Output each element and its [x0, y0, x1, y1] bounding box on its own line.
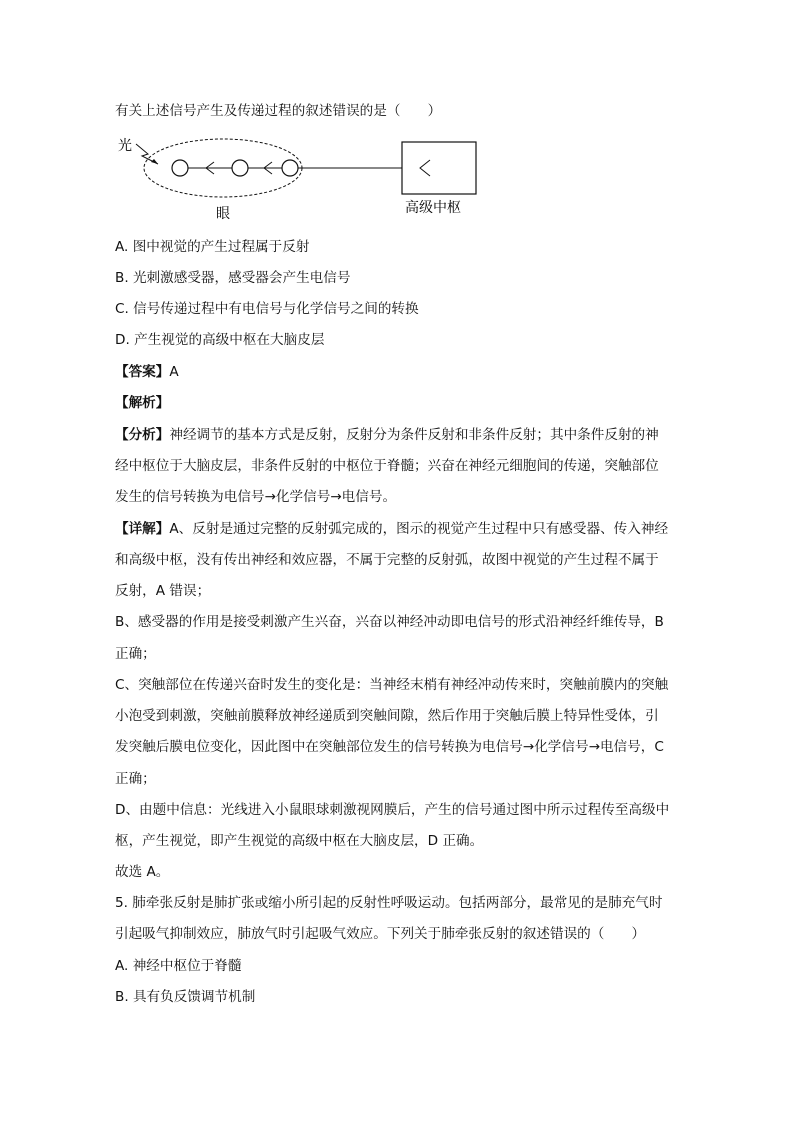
xiangjie-line-9: 正确； — [115, 771, 156, 787]
higher-center-box — [402, 142, 476, 194]
fenxi-line-3: 发生的信号转换为电信号→化学信号→电信号。 — [115, 489, 397, 505]
xiangjie-line-11: 枢，产生视觉，即产生视觉的高级中枢在大脑皮层，D 正确。 — [115, 833, 484, 849]
xiangjie-line-3: 反射，A 错误； — [115, 583, 211, 599]
xiangjie-line-10: D、由题中信息：光线进入小鼠眼球刺激视网膜后，产生的信号通过图中所示过程传至高级中 — [115, 802, 670, 818]
xiangjie-line-12: 故选 A。 — [115, 864, 170, 880]
xiangjie-line-2: 和高级中枢，没有传出神经和效应器，不属于完整的反射弧，故图中视觉的产生过程不属于 — [115, 552, 659, 568]
light-label: 光 — [118, 138, 132, 154]
answer-value: A — [169, 364, 179, 380]
xiangjie-line-1: 【详解】A、反射是通过完整的反射弧完成的，图示的视觉产生过程中只有感受器、传入神经 — [115, 521, 669, 537]
fenxi-tag: 【分析】 — [115, 427, 170, 443]
analysis-tag: 【解析】 — [115, 395, 170, 411]
xiangjie-line-4: B、感受器的作用是接受刺激产生兴奋，兴奋以神经冲动即电信号的形式沿神经纤维传导，B — [115, 614, 664, 630]
answer-tag: 【答案】 — [115, 364, 170, 380]
higher-center-label: 高级中枢 — [405, 200, 461, 216]
neuron-1 — [172, 160, 188, 176]
eye-label: 眼 — [216, 206, 230, 222]
q5-stem-line-1: 5. 肺牵张反射是肺扩张或缩小所引起的反射性呼吸运动。包括两部分，最常见的是肺充气时 — [115, 895, 663, 911]
option-a: A. 图中视觉的产生过程属于反射 — [115, 239, 310, 255]
xiangjie-line-5: 正确； — [115, 646, 156, 662]
neuron-3 — [282, 160, 298, 176]
neuron-2 — [232, 160, 248, 176]
option-c: C. 信号传递过程中有电信号与化学信号之间的转换 — [115, 301, 419, 317]
xiangjie-line-7: 小泡受到刺激，突触前膜释放神经递质到突触间隙，然后作用于突触后膜上特异性受体，引 — [115, 708, 659, 724]
xiangjie-line-8: 发突触后膜电位变化，因此图中在突触部位发生的信号转换为电信号→化学信号→电信号，C — [115, 739, 664, 755]
q5-option-b: B. 具有负反馈调节机制 — [115, 989, 256, 1005]
answer-line — [115, 362, 179, 382]
xiangjie-line-6: C、突触部位在传递兴奋时发生的变化是：当神经末梢有神经冲动传来时，突触前膜内的突触 — [115, 677, 669, 693]
xiangjie-tag: 【详解】 — [115, 521, 170, 537]
q5-stem-line-2: 引起吸气抑制效应，肺放气时引起吸气效应。下列关于肺牵张反射的叙述错误的（ ） — [115, 926, 646, 942]
q5-option-a: A. 神经中枢位于脊髓 — [115, 958, 242, 974]
option-d: D. 产生视觉的高级中枢在大脑皮层 — [115, 332, 325, 348]
option-b: B. 光刺激感受器，感受器会产生电信号 — [115, 270, 351, 286]
fenxi-line-1: 【分析】神经调节的基本方式是反射，反射分为条件反射和非条件反射；其中条件反射的神 — [115, 427, 659, 443]
vision-pathway-diagram — [112, 132, 482, 224]
fenxi-line-2: 经中枢位于大脑皮层，非条件反射的中枢位于脊髓；兴奋在神经元细胞间的传递，突触部位 — [115, 458, 659, 474]
question-stem: 有关上述信号产生及传递过程的叙述错误的是（ ） — [115, 103, 442, 119]
